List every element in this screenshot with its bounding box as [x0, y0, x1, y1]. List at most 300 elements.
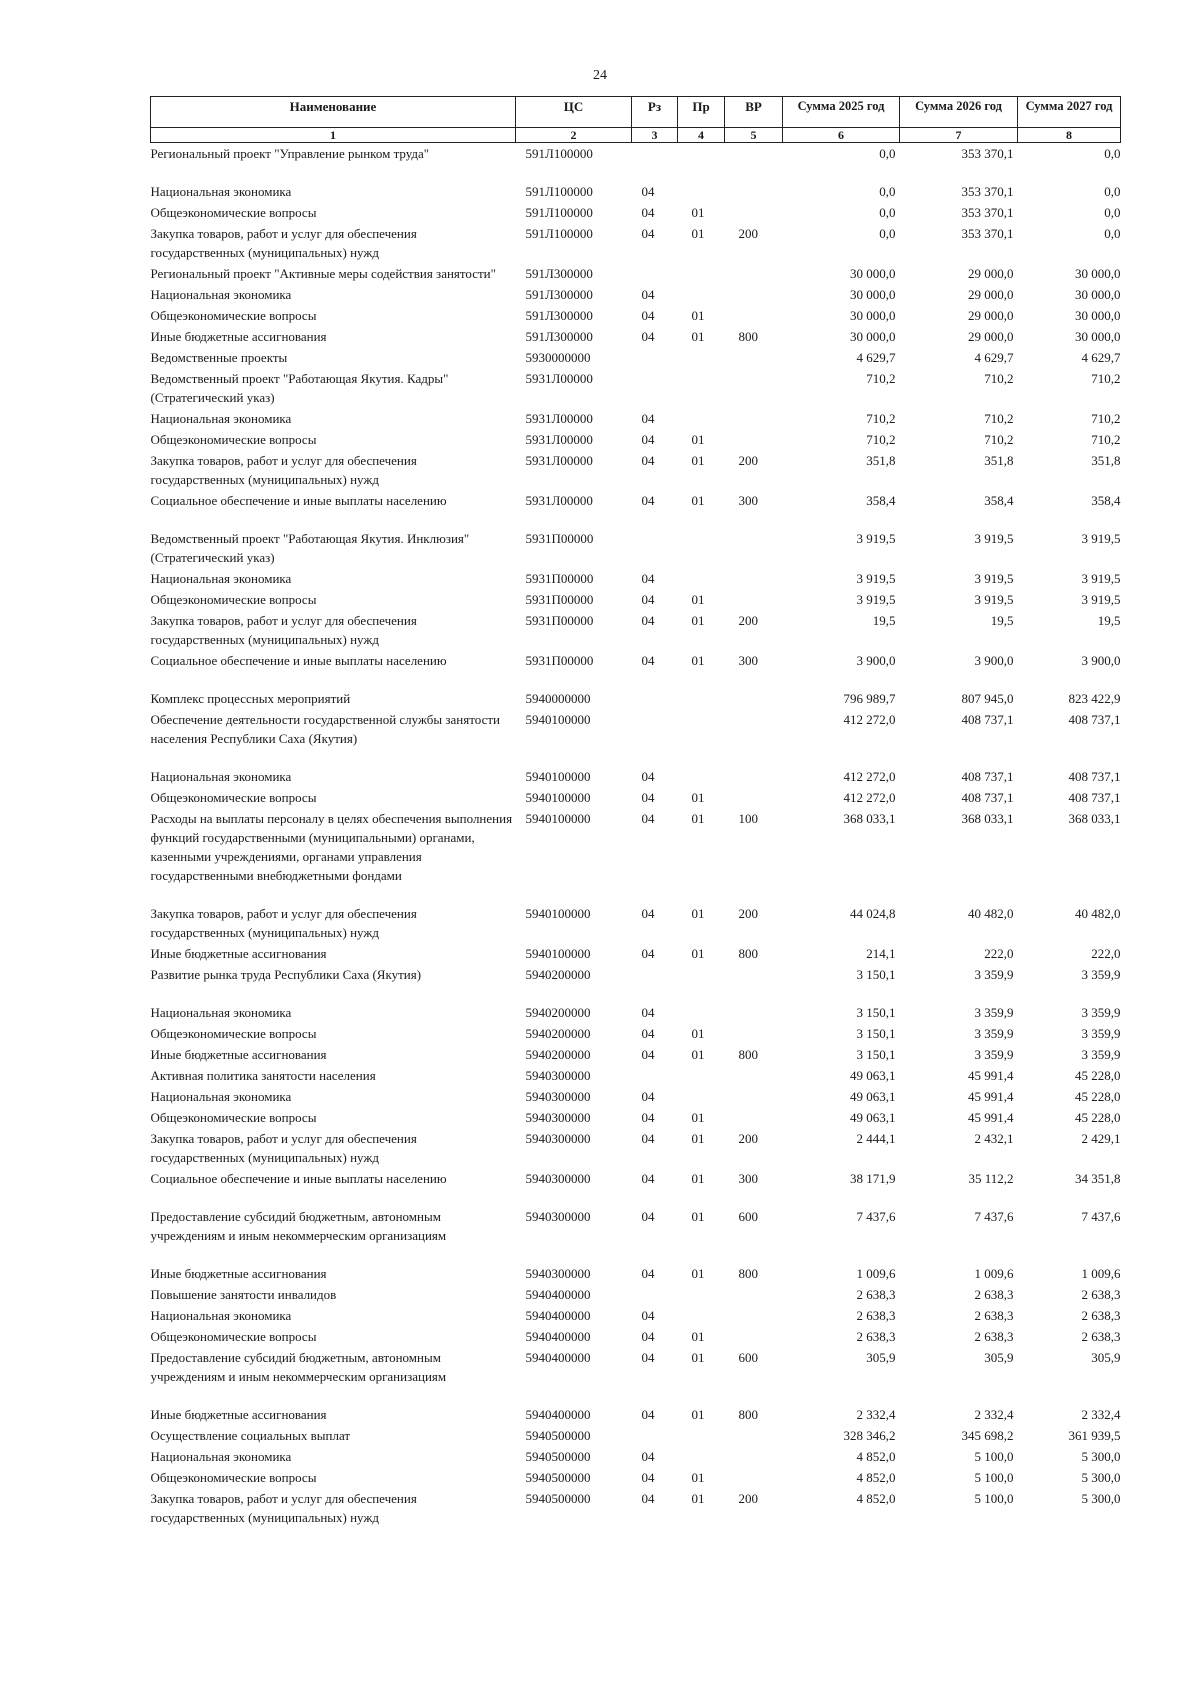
row-sum-2025: 305,9 — [866, 1350, 896, 1365]
row-name: Общеэкономические вопросы — [150, 308, 317, 323]
row-cs-code: 5940300000 — [525, 1266, 591, 1281]
row-sum-2025: 0,0 — [879, 146, 896, 161]
row-sum-2026: 45 991,4 — [968, 1068, 1014, 1083]
row-sum-2025: 30 000,0 — [850, 308, 896, 323]
row-cs-code: 5940500000 — [525, 1449, 591, 1464]
row-vr-code: 300 — [738, 493, 758, 508]
row-sum-2027: 2 638,3 — [1081, 1287, 1121, 1302]
row-sum-2026: 353 370,1 — [961, 226, 1014, 241]
row-sum-2025: 3 919,5 — [856, 531, 896, 546]
row-sum-2025: 710,2 — [866, 371, 896, 386]
row-rz-code: 04 — [641, 1329, 655, 1344]
row-name: Ведомственные проекты — [150, 350, 288, 365]
row-vr-code — [725, 787, 783, 808]
row-sum-2027: 0,0 — [1104, 184, 1121, 199]
row-pr-code — [678, 263, 725, 284]
row-rz-code: 04 — [641, 226, 655, 241]
table-row — [151, 1446, 1121, 1467]
row-sum-2027: 0,0 — [1104, 205, 1121, 220]
row-cs-code: 5940100000 — [525, 790, 591, 805]
table-row — [151, 1326, 1121, 1347]
row-name: Осуществление социальных выплат — [150, 1428, 351, 1443]
row-sum-2025: 30 000,0 — [850, 287, 896, 302]
row-pr-code — [678, 1305, 725, 1326]
row-pr-code — [678, 568, 725, 589]
row-sum-2027: 351,8 — [1091, 453, 1121, 468]
row-sum-2026: 3 359,9 — [974, 1047, 1014, 1062]
row-rz-code: 04 — [641, 1308, 655, 1323]
row-vr-code: 800 — [738, 329, 758, 344]
row-pr-code: 01 — [691, 1470, 705, 1485]
table-body — [151, 143, 1121, 1529]
row-cs-code: 591Л300000 — [525, 287, 593, 302]
row-sum-2026: 710,2 — [984, 432, 1014, 447]
table-row — [151, 610, 1121, 650]
table-row — [151, 347, 1121, 368]
row-pr-code: 01 — [691, 1407, 705, 1422]
row-cs-code: 591Л100000 — [525, 146, 593, 161]
table-row — [151, 490, 1121, 528]
row-name: Иные бюджетные ассигнования — [150, 329, 327, 344]
row-sum-2026: 2 638,3 — [974, 1308, 1014, 1323]
row-name: Закупка товаров, работ и услуг для обеспечения государственных (муниципальных) нужд — [150, 453, 417, 487]
row-pr-code: 01 — [691, 308, 705, 323]
table-row — [151, 1404, 1121, 1425]
row-pr-code — [678, 766, 725, 787]
column-number: 2 — [516, 128, 632, 143]
row-sum-2026: 353 370,1 — [961, 184, 1014, 199]
row-name: Закупка товаров, работ и услуг для обеспечения государственных (муниципальных) нужд — [150, 613, 417, 647]
row-vr-code: 200 — [738, 1491, 758, 1506]
row-vr-code — [725, 263, 783, 284]
row-pr-code: 01 — [691, 946, 705, 961]
row-pr-code — [678, 408, 725, 429]
row-rz-code: 04 — [641, 1449, 655, 1464]
row-rz-code: 04 — [641, 308, 655, 323]
row-sum-2027: 305,9 — [1091, 1350, 1121, 1365]
row-pr-code: 01 — [691, 1329, 705, 1344]
row-name: Расходы на выплаты персоналу в целях обеспечения выполнения функций государственными (муниципальными) органами, казенными учреждениями, органами управления государственными внебюджетными фондами — [150, 811, 513, 883]
table-row — [151, 223, 1121, 263]
row-cs-code: 5931Л00000 — [525, 493, 593, 508]
table-row — [151, 143, 1121, 182]
row-rz-code: 04 — [641, 1026, 655, 1041]
row-sum-2027: 0,0 — [1104, 146, 1121, 161]
row-sum-2025: 2 638,3 — [856, 1287, 896, 1302]
row-pr-code — [678, 284, 725, 305]
row-sum-2027: 3 359,9 — [1081, 1005, 1121, 1020]
row-sum-2027: 2 638,3 — [1081, 1308, 1121, 1323]
row-sum-2025: 3 919,5 — [856, 571, 896, 586]
row-sum-2026: 7 437,6 — [974, 1209, 1014, 1224]
row-rz-code: 04 — [641, 329, 655, 344]
row-name: Региональный проект "Управление рынком труда" — [150, 146, 430, 161]
row-sum-2026: 351,8 — [984, 453, 1014, 468]
row-pr-code — [678, 143, 725, 182]
table-row — [151, 1467, 1121, 1488]
row-name: Социальное обеспечение и иные выплаты населению — [150, 653, 447, 668]
row-pr-code: 01 — [691, 811, 705, 826]
row-cs-code: 591Л300000 — [525, 266, 593, 281]
row-sum-2026: 4 629,7 — [974, 350, 1014, 365]
row-rz-code: 04 — [641, 1350, 655, 1365]
row-cs-code: 5940500000 — [525, 1470, 591, 1485]
row-sum-2026: 3 919,5 — [974, 571, 1014, 586]
row-cs-code: 5940200000 — [525, 967, 591, 982]
row-rz-code — [632, 368, 678, 408]
row-rz-code: 04 — [641, 1110, 655, 1125]
row-sum-2027: 3 359,9 — [1081, 967, 1121, 982]
table-row — [151, 1425, 1121, 1446]
row-sum-2027: 3 919,5 — [1081, 592, 1121, 607]
row-sum-2025: 3 919,5 — [856, 592, 896, 607]
row-vr-code — [725, 1425, 783, 1446]
row-rz-code: 04 — [641, 1470, 655, 1485]
row-vr-code: 200 — [738, 1131, 758, 1146]
header-rz: Рз — [632, 97, 678, 128]
row-cs-code: 5940400000 — [525, 1329, 591, 1344]
row-sum-2025: 3 150,1 — [856, 1026, 896, 1041]
row-sum-2027: 2 638,3 — [1081, 1329, 1121, 1344]
row-sum-2026: 3 919,5 — [974, 531, 1014, 546]
row-pr-code — [678, 1002, 725, 1023]
row-sum-2027: 222,0 — [1091, 946, 1121, 961]
row-sum-2027: 3 359,9 — [1081, 1026, 1121, 1041]
row-vr-code — [725, 202, 783, 223]
row-sum-2025: 38 171,9 — [850, 1171, 896, 1186]
row-vr-code — [725, 305, 783, 326]
row-cs-code: 5940100000 — [525, 906, 591, 921]
row-name: Закупка товаров, работ и услуг для обеспечения государственных (муниципальных) нужд — [150, 1491, 417, 1525]
row-pr-code — [678, 709, 725, 766]
row-rz-code: 04 — [641, 571, 655, 586]
row-rz-code: 04 — [641, 769, 655, 784]
row-vr-code — [725, 284, 783, 305]
row-pr-code: 01 — [691, 329, 705, 344]
row-name: Национальная экономика — [150, 1308, 292, 1323]
row-sum-2025: 368 033,1 — [843, 811, 896, 826]
row-vr-code — [725, 1065, 783, 1086]
row-cs-code: 5931П00000 — [525, 653, 594, 668]
row-sum-2027: 2 429,1 — [1081, 1131, 1121, 1146]
table-row — [151, 1107, 1121, 1128]
header-sum-2027: Сумма 2027 год — [1018, 97, 1121, 128]
table-row — [151, 181, 1121, 202]
row-sum-2025: 2 332,4 — [856, 1407, 896, 1422]
row-sum-2025: 351,8 — [866, 453, 896, 468]
row-cs-code: 5940300000 — [525, 1110, 591, 1125]
row-cs-code: 5940300000 — [525, 1089, 591, 1104]
row-sum-2025: 3 150,1 — [856, 967, 896, 982]
row-name: Национальная экономика — [150, 571, 292, 586]
table-row — [151, 408, 1121, 429]
table-row — [151, 263, 1121, 284]
row-cs-code: 591Л100000 — [525, 184, 593, 199]
row-cs-code: 5940400000 — [525, 1308, 591, 1323]
row-name: Региональный проект "Активные меры содействия занятости" — [150, 266, 496, 281]
row-name: Общеэкономические вопросы — [150, 790, 317, 805]
row-sum-2026: 45 991,4 — [968, 1110, 1014, 1125]
row-sum-2026: 5 100,0 — [974, 1449, 1014, 1464]
row-sum-2027: 408 737,1 — [1068, 790, 1121, 805]
row-sum-2026: 45 991,4 — [968, 1089, 1014, 1104]
row-sum-2027: 30 000,0 — [1075, 287, 1121, 302]
row-pr-code: 01 — [691, 592, 705, 607]
row-sum-2026: 353 370,1 — [961, 205, 1014, 220]
table-row — [151, 1065, 1121, 1086]
row-name: Национальная экономика — [150, 1089, 292, 1104]
row-sum-2027: 34 351,8 — [1075, 1171, 1121, 1186]
row-name: Национальная экономика — [150, 769, 292, 784]
row-sum-2026: 807 945,0 — [961, 691, 1014, 706]
row-rz-code — [632, 528, 678, 568]
row-sum-2026: 3 919,5 — [974, 592, 1014, 607]
row-sum-2027: 1 009,6 — [1081, 1266, 1121, 1281]
row-sum-2026: 358,4 — [984, 493, 1014, 508]
row-sum-2027: 45 228,0 — [1075, 1110, 1121, 1125]
row-vr-code — [725, 181, 783, 202]
row-cs-code: 5940300000 — [525, 1131, 591, 1146]
table-row — [151, 1168, 1121, 1206]
row-cs-code: 5940500000 — [525, 1428, 591, 1443]
row-sum-2026: 3 359,9 — [974, 1026, 1014, 1041]
row-cs-code: 5931Л00000 — [525, 411, 593, 426]
row-rz-code: 04 — [641, 906, 655, 921]
header-pr: Пр — [678, 97, 725, 128]
row-cs-code: 5940100000 — [525, 946, 591, 961]
row-vr-code — [725, 1305, 783, 1326]
row-pr-code: 01 — [691, 1026, 705, 1041]
row-cs-code: 591Л300000 — [525, 329, 593, 344]
row-cs-code: 5940400000 — [525, 1287, 591, 1302]
row-sum-2026: 5 100,0 — [974, 1470, 1014, 1485]
row-name: Общеэкономические вопросы — [150, 1026, 317, 1041]
row-sum-2027: 45 228,0 — [1075, 1068, 1121, 1083]
row-sum-2025: 7 437,6 — [856, 1209, 896, 1224]
row-pr-code — [678, 347, 725, 368]
table-row — [151, 903, 1121, 943]
table-row — [151, 202, 1121, 223]
row-sum-2026: 29 000,0 — [968, 308, 1014, 323]
row-vr-code — [725, 1002, 783, 1023]
row-sum-2025: 3 150,1 — [856, 1047, 896, 1062]
page-number: 24 — [593, 68, 607, 83]
row-name: Национальная экономика — [150, 1005, 292, 1020]
row-cs-code: 5940300000 — [525, 1068, 591, 1083]
table-row — [151, 964, 1121, 1002]
row-vr-code — [725, 1086, 783, 1107]
row-name: Национальная экономика — [150, 287, 292, 302]
row-sum-2025: 4 852,0 — [856, 1491, 896, 1506]
row-name: Общеэкономические вопросы — [150, 1329, 317, 1344]
row-rz-code — [632, 1284, 678, 1305]
row-sum-2026: 35 112,2 — [968, 1171, 1014, 1186]
column-number: 3 — [632, 128, 678, 143]
row-sum-2026: 353 370,1 — [961, 146, 1014, 161]
row-pr-code — [678, 964, 725, 1002]
row-sum-2027: 45 228,0 — [1075, 1089, 1121, 1104]
row-rz-code: 04 — [641, 184, 655, 199]
row-cs-code: 5931П00000 — [525, 531, 594, 546]
row-sum-2027: 19,5 — [1097, 613, 1121, 628]
row-sum-2026: 2 332,4 — [974, 1407, 1014, 1422]
header-sum-2026: Сумма 2026 год — [900, 97, 1018, 128]
row-cs-code: 5940100000 — [525, 811, 591, 826]
row-rz-code — [632, 143, 678, 182]
table-row — [151, 1347, 1121, 1404]
row-sum-2025: 2 638,3 — [856, 1308, 896, 1323]
row-sum-2026: 2 638,3 — [974, 1329, 1014, 1344]
row-rz-code: 04 — [641, 592, 655, 607]
row-sum-2025: 412 272,0 — [843, 712, 896, 727]
row-name: Закупка товаров, работ и услуг для обеспечения государственных (муниципальных) нужд — [150, 906, 417, 940]
row-vr-code: 600 — [738, 1209, 758, 1224]
row-cs-code: 5931Л00000 — [525, 453, 593, 468]
row-pr-code: 01 — [691, 1047, 705, 1062]
row-cs-code: 5940100000 — [525, 712, 591, 727]
table-row — [151, 284, 1121, 305]
row-sum-2027: 2 332,4 — [1081, 1407, 1121, 1422]
row-sum-2026: 408 737,1 — [961, 790, 1014, 805]
row-vr-code: 200 — [738, 226, 758, 241]
table-row — [151, 1305, 1121, 1326]
row-sum-2025: 710,2 — [866, 411, 896, 426]
table-row — [151, 766, 1121, 787]
row-sum-2027: 3 919,5 — [1081, 531, 1121, 546]
table-row — [151, 1206, 1121, 1263]
table-row — [151, 1263, 1121, 1284]
row-sum-2027: 40 482,0 — [1075, 906, 1121, 921]
row-sum-2027: 30 000,0 — [1075, 308, 1121, 323]
row-sum-2025: 2 638,3 — [856, 1329, 896, 1344]
row-vr-code — [725, 568, 783, 589]
row-vr-code — [725, 429, 783, 450]
row-sum-2025: 358,4 — [866, 493, 896, 508]
row-sum-2026: 5 100,0 — [974, 1491, 1014, 1506]
row-rz-code — [632, 709, 678, 766]
row-name: Национальная экономика — [150, 184, 292, 199]
row-cs-code: 5930000000 — [525, 350, 591, 365]
row-vr-code — [725, 368, 783, 408]
row-name: Ведомственный проект "Работающая Якутия. Кадры" (Стратегический указ) — [150, 371, 449, 405]
row-sum-2026: 3 359,9 — [974, 967, 1014, 982]
row-sum-2027: 4 629,7 — [1081, 350, 1121, 365]
row-vr-code — [725, 964, 783, 1002]
row-vr-code — [725, 528, 783, 568]
row-sum-2026: 710,2 — [984, 371, 1014, 386]
header-name: Наименование — [151, 97, 516, 128]
row-vr-code — [725, 1284, 783, 1305]
row-sum-2025: 0,0 — [879, 184, 896, 199]
table-row — [151, 568, 1121, 589]
row-rz-code: 04 — [641, 790, 655, 805]
table-header — [151, 97, 1121, 143]
row-vr-code — [725, 1446, 783, 1467]
table-row — [151, 787, 1121, 808]
row-sum-2025: 30 000,0 — [850, 329, 896, 344]
row-sum-2025: 4 852,0 — [856, 1449, 896, 1464]
row-sum-2025: 3 150,1 — [856, 1005, 896, 1020]
row-vr-code: 200 — [738, 613, 758, 628]
row-sum-2026: 29 000,0 — [968, 287, 1014, 302]
row-vr-code: 200 — [738, 453, 758, 468]
row-sum-2025: 3 900,0 — [856, 653, 896, 668]
row-sum-2026: 40 482,0 — [968, 906, 1014, 921]
row-sum-2027: 408 737,1 — [1068, 712, 1121, 727]
row-sum-2027: 361 939,5 — [1068, 1428, 1121, 1443]
row-vr-code: 300 — [738, 1171, 758, 1186]
row-name: Общеэкономические вопросы — [150, 432, 317, 447]
row-pr-code: 01 — [691, 653, 705, 668]
row-rz-code: 04 — [641, 811, 655, 826]
row-cs-code: 5940300000 — [525, 1209, 591, 1224]
row-pr-code: 01 — [691, 906, 705, 921]
row-sum-2026: 3 900,0 — [974, 653, 1014, 668]
table-row — [151, 808, 1121, 903]
table-row — [151, 429, 1121, 450]
row-pr-code — [678, 688, 725, 709]
row-rz-code — [632, 964, 678, 1002]
row-sum-2025: 44 024,8 — [850, 906, 896, 921]
row-name: Комплекс процессных мероприятий — [150, 691, 351, 706]
row-pr-code — [678, 1425, 725, 1446]
header-sum-2025: Сумма 2025 год — [783, 97, 900, 128]
row-sum-2025: 49 063,1 — [850, 1110, 896, 1125]
row-name: Национальная экономика — [150, 1449, 292, 1464]
row-sum-2025: 412 272,0 — [843, 790, 896, 805]
row-vr-code — [725, 408, 783, 429]
row-name: Иные бюджетные ассигнования — [150, 1266, 327, 1281]
row-pr-code: 01 — [691, 1350, 705, 1365]
row-pr-code: 01 — [691, 1171, 705, 1186]
row-pr-code: 01 — [691, 226, 705, 241]
row-pr-code — [678, 368, 725, 408]
row-sum-2026: 345 698,2 — [961, 1428, 1014, 1443]
table-row — [151, 528, 1121, 568]
row-sum-2027: 3 900,0 — [1081, 653, 1121, 668]
budget-table — [150, 96, 1121, 1528]
row-rz-code: 04 — [641, 1171, 655, 1186]
table-row — [151, 943, 1121, 964]
row-name: Общеэкономические вопросы — [150, 1470, 317, 1485]
row-vr-code: 800 — [738, 946, 758, 961]
row-rz-code: 04 — [641, 1005, 655, 1020]
row-pr-code — [678, 1446, 725, 1467]
row-vr-code — [725, 1023, 783, 1044]
row-sum-2025: 412 272,0 — [843, 769, 896, 784]
row-vr-code: 600 — [738, 1350, 758, 1365]
row-sum-2027: 710,2 — [1091, 371, 1121, 386]
row-name: Иные бюджетные ассигнования — [150, 946, 327, 961]
row-cs-code: 5940200000 — [525, 1005, 591, 1020]
row-sum-2026: 368 033,1 — [961, 811, 1014, 826]
row-pr-code: 01 — [691, 432, 705, 447]
row-rz-code: 04 — [641, 946, 655, 961]
table-row — [151, 450, 1121, 490]
row-cs-code: 591Л100000 — [525, 205, 593, 220]
row-pr-code: 01 — [691, 493, 705, 508]
row-sum-2027: 368 033,1 — [1068, 811, 1121, 826]
row-sum-2025: 0,0 — [879, 205, 896, 220]
row-name: Предоставление субсидий бюджетным, автономным учреждениям и иным некоммерческим организациям — [150, 1209, 447, 1243]
row-pr-code — [678, 1284, 725, 1305]
row-sum-2027: 3 919,5 — [1081, 571, 1121, 586]
table-row — [151, 1002, 1121, 1023]
row-sum-2025: 19,5 — [872, 613, 896, 628]
row-rz-code: 04 — [641, 653, 655, 668]
row-sum-2026: 408 737,1 — [961, 769, 1014, 784]
row-rz-code — [632, 1065, 678, 1086]
